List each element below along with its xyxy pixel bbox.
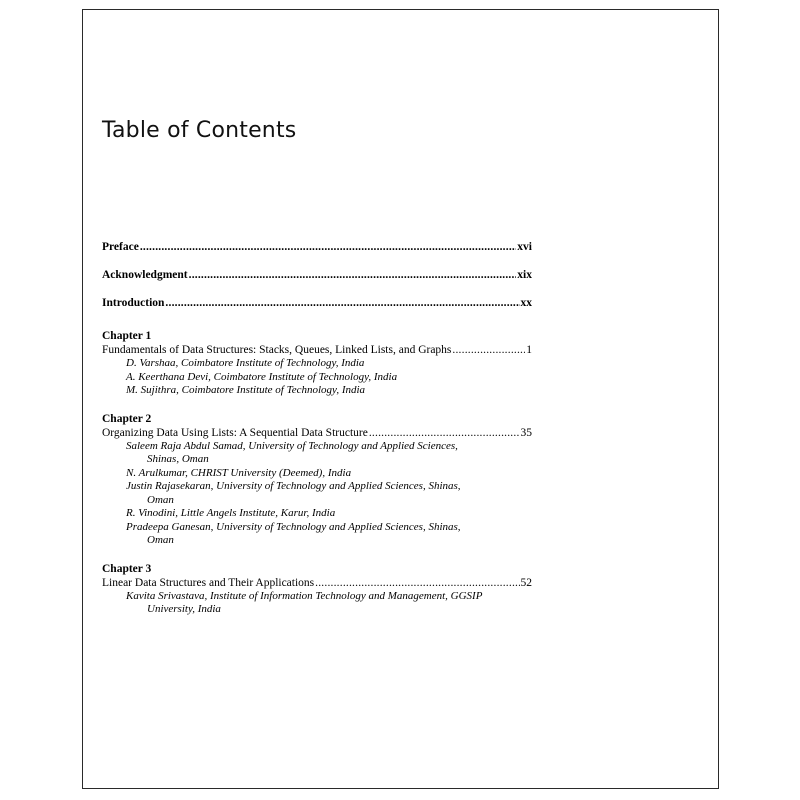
author: Saleem Raja Abdul Samad, University of Technology and Applied Sciences, Shinas, Oman	[126, 439, 458, 465]
toc-entry-chapter-3[interactable]	[102, 576, 532, 590]
toc-page-number: xvi	[517, 241, 532, 253]
author-list	[102, 590, 532, 617]
toc-page-number: 1	[526, 344, 532, 356]
author: D. Varshaa, Coimbatore Institute of Technology, India	[126, 357, 365, 369]
toc-entry-preface[interactable]	[102, 240, 532, 254]
chapter-title: Linear Data Structures and Their Applications	[102, 576, 315, 589]
dot-leader	[165, 296, 519, 310]
author-list	[102, 357, 532, 398]
toc-entry-label: Preface	[102, 241, 139, 253]
toc-entry-label: Introduction	[102, 297, 165, 309]
toc-entry-label: Acknowledgment	[102, 269, 188, 281]
dot-leader	[452, 343, 525, 357]
author: N. Arulkumar, CHRIST University (Deemed), India	[126, 466, 352, 479]
author: Pradeepa Ganesan, University of Technology and Applied Sciences, Shinas, Oman	[126, 520, 461, 546]
table-of-contents	[102, 240, 532, 617]
toc-entry-chapter-1[interactable]	[102, 343, 532, 357]
author: A. Keerthana Devi, Coimbatore Institute of Technology, India	[126, 370, 398, 383]
dot-leader	[369, 426, 520, 440]
dot-leader	[315, 576, 519, 590]
chapter-2	[102, 412, 532, 548]
toc-page-number: 52	[520, 576, 532, 589]
chapter-1	[102, 329, 532, 398]
chapter-title: Organizing Data Using Lists: A Sequential Data Structure	[102, 426, 368, 439]
toc-page-number: xix	[517, 269, 532, 281]
toc-entry-introduction[interactable]	[102, 296, 532, 310]
toc-page-number: 35	[520, 426, 532, 439]
author: M. Sujithra, Coimbatore Institute of Technology, India	[126, 384, 366, 396]
toc-entry-acknowledgment[interactable]	[102, 268, 532, 282]
toc-entry-chapter-2[interactable]	[102, 426, 532, 440]
page-title: Table of Contents	[102, 118, 297, 143]
dot-leader	[189, 268, 517, 282]
chapter-label: Chapter 1	[102, 330, 152, 342]
author: Justin Rajasekaran, University of Technology and Applied Sciences, Shinas, Oman	[126, 480, 461, 506]
toc-page-number: xx	[520, 297, 532, 309]
author: R. Vinodini, Little Angels Institute, Karur, India	[126, 507, 336, 519]
chapter-label: Chapter 3	[102, 562, 152, 575]
author-list	[102, 440, 532, 548]
author: Kavita Srivastava, Institute of Information Technology and Management, GGSIP University, India	[126, 589, 483, 615]
chapter-label: Chapter 2	[102, 412, 152, 425]
chapter-3	[102, 562, 532, 617]
chapter-title: Fundamentals of Data Structures: Stacks, Queues, Linked Lists, and Graphs	[102, 344, 452, 356]
dot-leader	[140, 240, 516, 254]
